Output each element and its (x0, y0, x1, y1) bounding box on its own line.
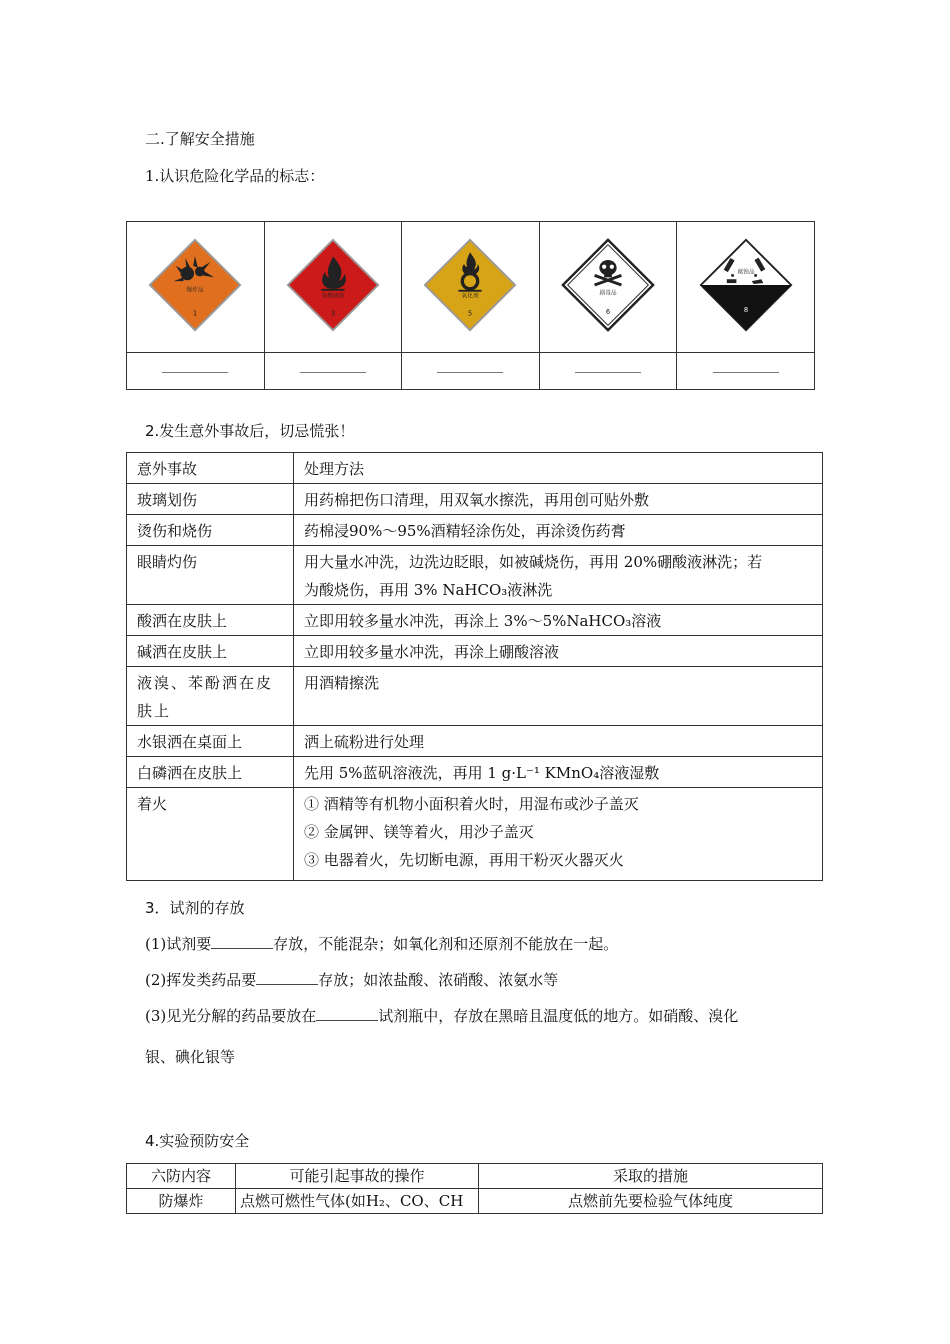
prevention-header-measure: 采取的措施 (479, 1164, 823, 1189)
corrosive-sign-label: 腐蚀品 (737, 269, 755, 276)
accident-method (294, 546, 823, 605)
sign-answer-blank[interactable] (677, 353, 815, 390)
accident-type: 水银洒在桌面上 (127, 726, 294, 757)
item2-heading: 2.发生意外事故后，切忌慌张！ (145, 422, 355, 440)
accident-method: 立即用较多量水冲洗，再涂上 3%～5%NaHCO₃溶液 (294, 605, 823, 636)
accident-method: 用药棉把伤口清理，用双氧水擦洗，再用创可贴外敷 (294, 484, 823, 515)
explosive-sign-label: 爆炸品 (186, 287, 204, 294)
answer-blank[interactable] (316, 1006, 378, 1021)
accident-type: 碱洒在皮肤上 (127, 636, 294, 667)
answer-blank[interactable] (256, 970, 318, 985)
table-row (127, 636, 823, 667)
explosive-sign-icon (147, 237, 243, 333)
answer-blank[interactable] (211, 934, 273, 949)
accident-method-line: 用大量水冲洗，边洗边眨眼，如被碱烧伤，再用 20%硼酸液淋洗；若 (304, 553, 763, 571)
accident-type: 玻璃划伤 (127, 484, 294, 515)
accident-method-line: ② 金属钾、镁等着火，用沙子盖灭 (304, 823, 534, 841)
storage-line-4: 银、碘化银等 (145, 1048, 236, 1066)
table-row (127, 546, 823, 605)
accident-method-line: 为酸烧伤，再用 3% NaHCO₃液淋洗 (304, 581, 553, 599)
table-row (127, 667, 823, 726)
accident-table (126, 452, 823, 881)
item3-heading: 3．试剂的存放 (145, 899, 245, 917)
svg-text:8: 8 (743, 305, 748, 314)
svg-text:1: 1 (193, 309, 198, 318)
svg-text:3: 3 (330, 309, 336, 318)
oxidizer-sign-label: 氧化剂 (461, 293, 480, 300)
accident-type: 烫伤和烧伤 (127, 515, 294, 546)
accident-type: 着火 (127, 788, 294, 881)
oxidizer-sign-icon (422, 237, 518, 333)
item1-heading: 1.认识危险化学品的标志： (145, 167, 325, 185)
prevention-header-type: 六防内容 (127, 1164, 236, 1189)
accident-method (294, 788, 823, 881)
table-row (127, 484, 823, 515)
accident-type: 眼睛灼伤 (127, 546, 294, 605)
sign-cell-oxidizer (402, 222, 540, 353)
accident-method: 洒上硫粉进行处理 (294, 726, 823, 757)
section-title: 二.了解安全措施 (145, 130, 255, 148)
table-row (127, 788, 823, 881)
accident-method: 立即用较多量水冲洗，再涂上硼酸溶液 (294, 636, 823, 667)
prevention-table (126, 1163, 823, 1214)
sign-answer-blank[interactable] (402, 353, 540, 390)
flammable-sign-icon (285, 237, 381, 333)
sign-cell-toxic (539, 222, 677, 353)
accident-type: 白磷洒在皮肤上 (127, 757, 294, 788)
table-row (127, 1189, 823, 1214)
svg-text:6: 6 (605, 307, 611, 316)
table-row (127, 515, 823, 546)
corrosive-sign-icon (698, 237, 794, 333)
sign-cell-corrosive (677, 222, 815, 353)
prevention-measure: 点燃前先要检验气体纯度 (479, 1189, 823, 1214)
accident-type: 酸洒在皮肤上 (127, 605, 294, 636)
sign-answer-blank[interactable] (539, 353, 677, 390)
accident-header-event: 意外事故 (127, 453, 294, 484)
accident-method-line: ① 酒精等有机物小面积着火时，用湿布或沙子盖灭 (304, 795, 639, 813)
accident-method: 先用 5%蓝矾溶液洗，再用 1 g·L⁻¹ KMnO₄溶液湿敷 (294, 757, 823, 788)
storage-line-2: (2)挥发类药品要 存放；如浓盐酸、浓硝酸、浓氨水等 (145, 971, 559, 989)
flammable-sign-label: 易燃液体 (321, 293, 345, 300)
svg-text:5: 5 (468, 309, 473, 318)
sign-cell-explosive (127, 222, 265, 353)
sign-answer-blank[interactable] (127, 353, 265, 390)
prevention-operation: 点燃可燃性气体(如H₂、CO、CH (236, 1189, 479, 1214)
table-row (127, 605, 823, 636)
accident-method-line: ③ 电器着火，先切断电源，再用干粉灭火器灭火 (304, 851, 624, 869)
storage-line-3: (3)见光分解的药品要放在 试剂瓶中，存放在黑暗且温度低的地方。如硝酸、溴化 (145, 1007, 739, 1025)
sign-answer-blank[interactable] (264, 353, 402, 390)
prevention-header-operation: 可能引起事故的操作 (236, 1164, 479, 1189)
hazard-sign-table (126, 221, 815, 390)
accident-type: 液溴、苯酚洒在皮肤上 (127, 667, 294, 726)
toxic-sign-icon (560, 237, 656, 333)
item4-heading: 4.实验预防安全 (145, 1132, 250, 1150)
table-row (127, 757, 823, 788)
accident-header-method: 处理方法 (294, 453, 823, 484)
toxic-sign-label: 剧毒品 (599, 290, 617, 297)
accident-method: 药棉浸90%～95%酒精轻涂伤处，再涂烫伤药膏 (294, 515, 823, 546)
table-row (127, 726, 823, 757)
prevention-type: 防爆炸 (127, 1189, 236, 1214)
sign-cell-flammable (264, 222, 402, 353)
accident-method: 用酒精擦洗 (294, 667, 823, 726)
storage-line-1: (1)试剂要 存放，不能混杂；如氧化剂和还原剂不能放在一起。 (145, 935, 619, 953)
